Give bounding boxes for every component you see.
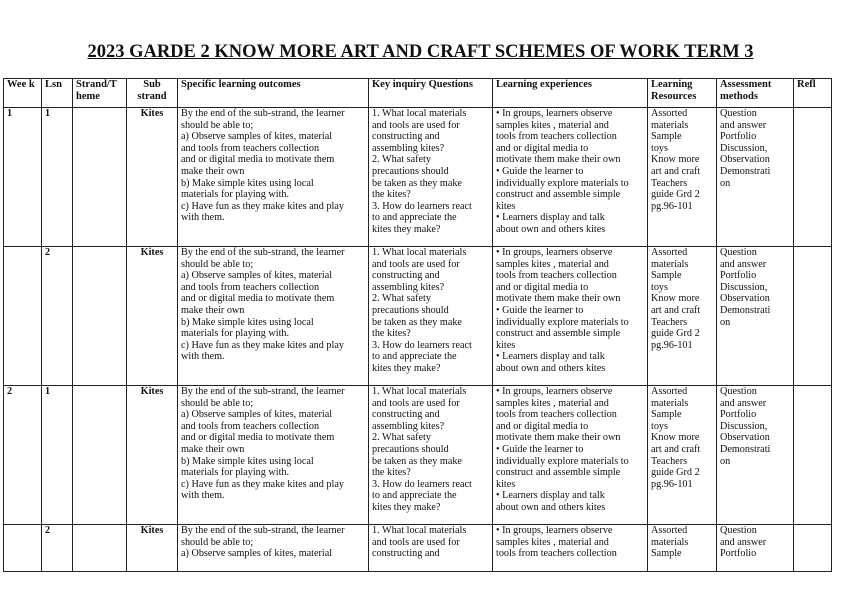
table-body bbox=[4, 108, 832, 572]
outcomes-cell-line: make their own bbox=[181, 304, 245, 316]
experiences-cell-line: samples kites , material and bbox=[496, 258, 609, 270]
experiences-cell-line: samples kites , material and bbox=[496, 397, 609, 409]
key-questions-cell-line: 3. How do learners react bbox=[372, 339, 472, 351]
outcomes-cell-line: By the end of the sub-strand, the learner bbox=[181, 247, 345, 258]
assessment-cell-line: Portfolio bbox=[720, 409, 757, 421]
outcomes-cell-line: By the end of the sub-strand, the learner bbox=[181, 386, 345, 397]
outcomes-cell-line: and tools from teachers collection bbox=[181, 142, 320, 154]
resources-cell-line: materials bbox=[651, 119, 689, 131]
outcomes-cell-line: and tools from teachers collection bbox=[181, 281, 320, 293]
experiences-cell-line: individually explore materials to bbox=[496, 177, 629, 189]
outcomes-cell-line: By the end of the sub-strand, the learner bbox=[181, 108, 345, 119]
resources-cell-line: pg.96-101 bbox=[651, 478, 693, 490]
assessment-cell-line: Portfolio bbox=[720, 131, 757, 143]
resources-cell bbox=[648, 386, 717, 525]
key-questions-cell bbox=[369, 525, 493, 572]
key-questions-cell-line: precautions should bbox=[372, 304, 449, 316]
experiences-cell-line: motivate them make their own bbox=[496, 154, 621, 166]
resources-cell-line: Sample bbox=[651, 548, 682, 560]
resources-cell-line: Teachers bbox=[651, 455, 688, 467]
outcomes-cell-line: b) Make simple kites using local bbox=[181, 177, 314, 189]
outcomes-cell-line: with them. bbox=[181, 351, 225, 363]
key-questions-cell-line: the kites? bbox=[372, 189, 411, 201]
key-questions-cell-line: precautions should bbox=[372, 443, 449, 455]
key-questions-cell bbox=[369, 386, 493, 525]
experiences-cell-line: • In groups, learners observe bbox=[496, 247, 613, 258]
week-cell: 1 bbox=[4, 108, 42, 247]
assessment-cell-line: Discussion, bbox=[720, 281, 768, 293]
outcomes-cell-line: materials for playing with. bbox=[181, 328, 290, 340]
assessment-cell bbox=[717, 525, 794, 572]
resources-cell-line: Assorted bbox=[651, 108, 688, 119]
key-questions-cell-line: the kites? bbox=[372, 467, 411, 479]
header-week: Wee k bbox=[4, 79, 42, 108]
header-experiences: Learning experiences bbox=[493, 79, 648, 108]
resources-cell-line: toys bbox=[651, 142, 668, 154]
experiences-cell-line: tools from teachers collection bbox=[496, 548, 617, 560]
table-row bbox=[4, 386, 832, 525]
outcomes-cell-line: with them. bbox=[181, 490, 225, 502]
page-title: 2023 GARDE 2 KNOW MORE ART AND CRAFT SCHEMES OF WORK TERM 3 bbox=[87, 42, 754, 62]
experiences-cell-line: individually explore materials to bbox=[496, 455, 629, 467]
experiences-cell-line: tools from teachers collection bbox=[496, 131, 617, 143]
key-questions-cell-line: and tools are used for bbox=[372, 119, 460, 131]
assessment-cell-line: Observation bbox=[720, 432, 770, 444]
sub-strand-cell: Kites bbox=[127, 247, 178, 386]
resources-cell-line: Know more bbox=[651, 293, 700, 305]
outcomes-cell-line: a) Observe samples of kites, material bbox=[181, 131, 333, 143]
outcomes-cell-line: with them. bbox=[181, 212, 225, 224]
outcomes-cell-line: a) Observe samples of kites, material bbox=[181, 409, 333, 421]
reflection-cell bbox=[794, 386, 832, 525]
experiences-cell-line: about own and others kites bbox=[496, 362, 606, 374]
header-assessment: Assessment methods bbox=[717, 79, 794, 108]
key-questions-cell-line: 2. What safety bbox=[372, 293, 431, 305]
key-questions-cell-line: be taken as they make bbox=[372, 455, 462, 467]
header-resources: Learning Resources bbox=[648, 79, 717, 108]
resources-cell-line: Know more bbox=[651, 432, 700, 444]
outcomes-cell-line: should be able to; bbox=[181, 258, 254, 270]
strand-cell bbox=[73, 386, 127, 525]
assessment-cell-line: Discussion, bbox=[720, 142, 768, 154]
key-questions-cell-line: constructing and bbox=[372, 131, 440, 143]
outcomes-cell-line: should be able to; bbox=[181, 536, 254, 548]
assessment-cell-line: Demonstrati bbox=[720, 304, 771, 316]
assessment-cell-line: Observation bbox=[720, 154, 770, 166]
key-questions-cell-line: kites they make? bbox=[372, 362, 441, 374]
assessment-cell-line: Question bbox=[720, 386, 757, 397]
experiences-cell-line: samples kites , material and bbox=[496, 119, 609, 131]
experiences-cell-line: kites bbox=[496, 478, 516, 490]
outcomes-cell-line: and or digital media to motivate them bbox=[181, 154, 335, 166]
experiences-cell bbox=[493, 247, 648, 386]
outcomes-cell-line: and tools from teachers collection bbox=[181, 420, 320, 432]
outcomes-cell bbox=[178, 525, 369, 572]
outcomes-cell-line: make their own bbox=[181, 165, 245, 177]
experiences-cell-line: and or digital media to bbox=[496, 281, 589, 293]
experiences-cell-line: tools from teachers collection bbox=[496, 409, 617, 421]
outcomes-cell bbox=[178, 247, 369, 386]
assessment-cell-line: on bbox=[720, 455, 731, 467]
resources-cell-line: materials bbox=[651, 258, 689, 270]
resources-cell-line: Sample bbox=[651, 131, 682, 143]
lesson-cell: 1 bbox=[42, 108, 73, 247]
experiences-cell-line: and or digital media to bbox=[496, 142, 589, 154]
assessment-cell-line: Portfolio bbox=[720, 548, 757, 560]
key-questions-cell-line: to and appreciate the bbox=[372, 490, 457, 502]
key-questions-cell bbox=[369, 108, 493, 247]
outcomes-cell-line: materials for playing with. bbox=[181, 189, 290, 201]
assessment-cell-line: Demonstrati bbox=[720, 443, 771, 455]
key-questions-cell-line: 1. What local materials bbox=[372, 108, 467, 119]
outcomes-cell bbox=[178, 108, 369, 247]
outcomes-cell-line: should be able to; bbox=[181, 119, 254, 131]
resources-cell-line: toys bbox=[651, 420, 668, 432]
resources-cell-line: toys bbox=[651, 281, 668, 293]
reflection-cell bbox=[794, 247, 832, 386]
key-questions-cell-line: to and appreciate the bbox=[372, 212, 457, 224]
experiences-cell-line: • Guide the learner to bbox=[496, 443, 584, 455]
key-questions-cell bbox=[369, 247, 493, 386]
header-sub-strand: Sub strand bbox=[127, 79, 178, 108]
key-questions-cell-line: assembling kites? bbox=[372, 281, 445, 293]
assessment-cell-line: on bbox=[720, 316, 731, 328]
key-questions-cell-line: 3. How do learners react bbox=[372, 478, 472, 490]
assessment-cell bbox=[717, 108, 794, 247]
resources-cell-line: Assorted bbox=[651, 247, 688, 258]
key-questions-cell-line: and tools are used for bbox=[372, 258, 460, 270]
assessment-cell-line: on bbox=[720, 177, 731, 189]
header-outcomes: Specific learning outcomes bbox=[178, 79, 369, 108]
resources-cell-line: guide Grd 2 bbox=[651, 328, 700, 340]
outcomes-cell-line: make their own bbox=[181, 443, 245, 455]
key-questions-cell-line: 2. What safety bbox=[372, 432, 431, 444]
week-cell bbox=[4, 525, 42, 572]
key-questions-cell-line: be taken as they make bbox=[372, 177, 462, 189]
header-lesson: Lsn bbox=[42, 79, 73, 108]
key-questions-cell-line: and tools are used for bbox=[372, 536, 460, 548]
experiences-cell-line: • In groups, learners observe bbox=[496, 386, 613, 397]
experiences-cell-line: motivate them make their own bbox=[496, 432, 621, 444]
outcomes-cell-line: b) Make simple kites using local bbox=[181, 316, 314, 328]
experiences-cell bbox=[493, 525, 648, 572]
assessment-cell-line: and answer bbox=[720, 119, 767, 131]
outcomes-cell-line: and or digital media to motivate them bbox=[181, 432, 335, 444]
key-questions-cell-line: constructing and bbox=[372, 548, 440, 560]
resources-cell-line: art and craft bbox=[651, 165, 701, 177]
experiences-cell-line: • Guide the learner to bbox=[496, 304, 584, 316]
experiences-cell-line: motivate them make their own bbox=[496, 293, 621, 305]
lesson-cell: 1 bbox=[42, 386, 73, 525]
key-questions-cell-line: 1. What local materials bbox=[372, 247, 467, 258]
resources-cell-line: Sample bbox=[651, 270, 682, 282]
resources-cell bbox=[648, 525, 717, 572]
resources-cell-line: Assorted bbox=[651, 525, 688, 536]
outcomes-cell-line: a) Observe samples of kites, material bbox=[181, 548, 333, 560]
strand-cell bbox=[73, 108, 127, 247]
key-questions-cell-line: constructing and bbox=[372, 270, 440, 282]
resources-cell bbox=[648, 108, 717, 247]
outcomes-cell-line: a) Observe samples of kites, material bbox=[181, 270, 333, 282]
key-questions-cell-line: kites they make? bbox=[372, 501, 441, 513]
assessment-cell bbox=[717, 247, 794, 386]
key-questions-cell-line: be taken as they make bbox=[372, 316, 462, 328]
resources-cell-line: Assorted bbox=[651, 386, 688, 397]
resources-cell-line: Sample bbox=[651, 409, 682, 421]
experiences-cell-line: • Learners display and talk bbox=[496, 212, 605, 224]
experiences-cell bbox=[493, 108, 648, 247]
resources-cell-line: pg.96-101 bbox=[651, 339, 693, 351]
resources-cell-line: guide Grd 2 bbox=[651, 189, 700, 201]
reflection-cell bbox=[794, 108, 832, 247]
assessment-cell-line: Demonstrati bbox=[720, 165, 771, 177]
header-key-questions: Key inquiry Questions bbox=[369, 79, 493, 108]
strand-cell bbox=[73, 525, 127, 572]
key-questions-cell-line: and tools are used for bbox=[372, 397, 460, 409]
key-questions-cell-line: 2. What safety bbox=[372, 154, 431, 166]
experiences-cell-line: and or digital media to bbox=[496, 420, 589, 432]
outcomes-cell-line: and or digital media to motivate them bbox=[181, 293, 335, 305]
key-questions-cell-line: 1. What local materials bbox=[372, 525, 467, 536]
experiences-cell-line: • Learners display and talk bbox=[496, 351, 605, 363]
sub-strand-cell: Kites bbox=[127, 108, 178, 247]
experiences-cell-line: • In groups, learners observe bbox=[496, 525, 613, 536]
key-questions-cell-line: kites they make? bbox=[372, 223, 441, 235]
reflection-cell bbox=[794, 525, 832, 572]
table-row bbox=[4, 525, 832, 572]
strand-cell bbox=[73, 247, 127, 386]
header-strand: Strand/T heme bbox=[73, 79, 127, 108]
experiences-cell-line: kites bbox=[496, 339, 516, 351]
resources-cell-line: materials bbox=[651, 397, 689, 409]
header-reflection: Refl bbox=[794, 79, 832, 108]
sub-strand-cell: Kites bbox=[127, 525, 178, 572]
outcomes-cell-line: c) Have fun as they make kites and play bbox=[181, 478, 344, 490]
outcomes-cell-line: should be able to; bbox=[181, 397, 254, 409]
outcomes-cell-line: b) Make simple kites using local bbox=[181, 455, 314, 467]
assessment-cell-line: and answer bbox=[720, 397, 767, 409]
resources-cell-line: art and craft bbox=[651, 304, 701, 316]
assessment-cell bbox=[717, 386, 794, 525]
resources-cell-line: Know more bbox=[651, 154, 700, 166]
experiences-cell-line: individually explore materials to bbox=[496, 316, 629, 328]
header-row bbox=[4, 79, 832, 108]
lesson-cell: 2 bbox=[42, 525, 73, 572]
experiences-cell-line: samples kites , material and bbox=[496, 536, 609, 548]
key-questions-cell-line: constructing and bbox=[372, 409, 440, 421]
experiences-cell bbox=[493, 386, 648, 525]
experiences-cell-line: construct and assemble simple bbox=[496, 328, 621, 340]
key-questions-cell-line: precautions should bbox=[372, 165, 449, 177]
experiences-cell-line: construct and assemble simple bbox=[496, 189, 621, 201]
assessment-cell-line: and answer bbox=[720, 258, 767, 270]
resources-cell-line: pg.96-101 bbox=[651, 200, 693, 212]
experiences-cell-line: • In groups, learners observe bbox=[496, 108, 613, 119]
week-cell: 2 bbox=[4, 386, 42, 525]
experiences-cell-line: construct and assemble simple bbox=[496, 467, 621, 479]
outcomes-cell-line: materials for playing with. bbox=[181, 467, 290, 479]
key-questions-cell-line: 1. What local materials bbox=[372, 386, 467, 397]
key-questions-cell-line: to and appreciate the bbox=[372, 351, 457, 363]
outcomes-cell-line: c) Have fun as they make kites and play bbox=[181, 200, 344, 212]
outcomes-cell bbox=[178, 386, 369, 525]
table-row bbox=[4, 108, 832, 247]
lesson-cell: 2 bbox=[42, 247, 73, 386]
outcomes-cell-line: c) Have fun as they make kites and play bbox=[181, 339, 344, 351]
resources-cell-line: Teachers bbox=[651, 316, 688, 328]
outcomes-cell-line: By the end of the sub-strand, the learner bbox=[181, 525, 345, 536]
assessment-cell-line: Question bbox=[720, 525, 757, 536]
key-questions-cell-line: assembling kites? bbox=[372, 142, 445, 154]
key-questions-cell-line: assembling kites? bbox=[372, 420, 445, 432]
sub-strand-cell: Kites bbox=[127, 386, 178, 525]
experiences-cell-line: kites bbox=[496, 200, 516, 212]
experiences-cell-line: tools from teachers collection bbox=[496, 270, 617, 282]
experiences-cell-line: about own and others kites bbox=[496, 501, 606, 513]
assessment-cell-line: and answer bbox=[720, 536, 767, 548]
experiences-cell-line: about own and others kites bbox=[496, 223, 606, 235]
assessment-cell-line: Question bbox=[720, 108, 757, 119]
key-questions-cell-line: 3. How do learners react bbox=[372, 200, 472, 212]
resources-cell bbox=[648, 247, 717, 386]
resources-cell-line: materials bbox=[651, 536, 689, 548]
assessment-cell-line: Question bbox=[720, 247, 757, 258]
experiences-cell-line: • Guide the learner to bbox=[496, 165, 584, 177]
resources-cell-line: Teachers bbox=[651, 177, 688, 189]
schemes-of-work-table bbox=[3, 78, 832, 572]
assessment-cell-line: Observation bbox=[720, 293, 770, 305]
table-row bbox=[4, 247, 832, 386]
assessment-cell-line: Discussion, bbox=[720, 420, 768, 432]
week-cell bbox=[4, 247, 42, 386]
key-questions-cell-line: the kites? bbox=[372, 328, 411, 340]
resources-cell-line: guide Grd 2 bbox=[651, 467, 700, 479]
assessment-cell-line: Portfolio bbox=[720, 270, 757, 282]
experiences-cell-line: • Learners display and talk bbox=[496, 490, 605, 502]
resources-cell-line: art and craft bbox=[651, 443, 701, 455]
